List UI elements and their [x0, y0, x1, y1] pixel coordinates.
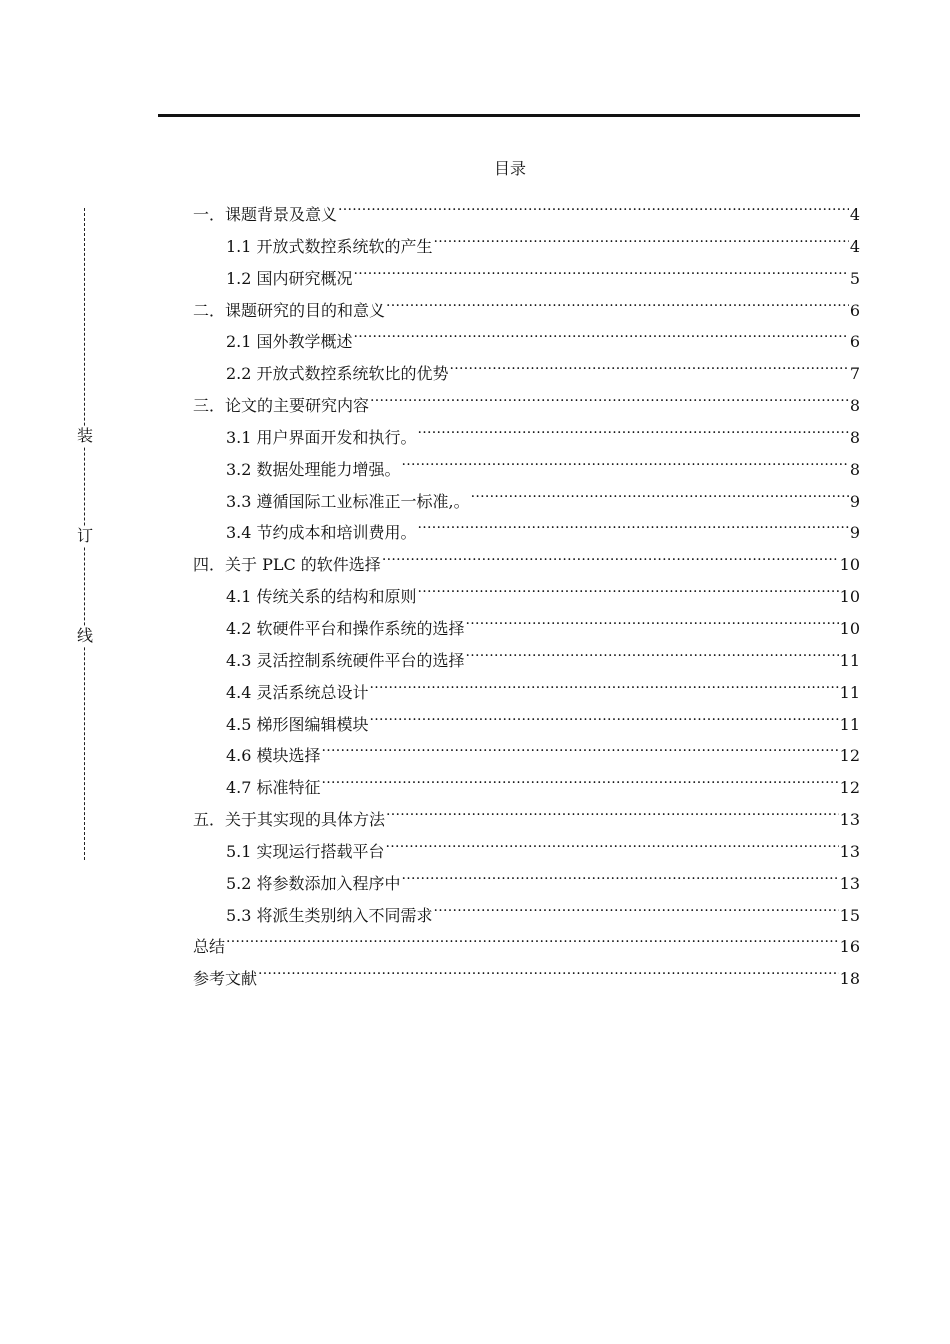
toc-entry[interactable] [193, 932, 860, 964]
toc-dot-leader [322, 773, 839, 793]
toc-entry-page: 11 [839, 650, 860, 670]
toc-entry[interactable] [193, 455, 860, 487]
toc-entry-page: 11 [839, 682, 860, 702]
toc-entry-label: 3.2 数据处理能力增强。 [226, 459, 401, 479]
toc-entry-page: 12 [839, 746, 860, 766]
toc-dot-leader [450, 359, 849, 379]
toc-entry[interactable] [193, 582, 860, 614]
toc-entry-page: 18 [839, 969, 860, 989]
toc-entry[interactable] [193, 614, 860, 646]
toc-entry-label: 5.1 实现运行搭载平台 [226, 841, 385, 861]
toc-entry-label: 4.4 灵活系统总设计 [226, 682, 369, 702]
toc-dot-leader [471, 487, 849, 507]
toc-entry[interactable] [193, 391, 860, 423]
toc-entry-page: 8 [849, 459, 860, 479]
toc-entry-page: 13 [839, 841, 860, 861]
toc-entry-label: 5.3 将派生类别纳入不同需求 [226, 905, 433, 925]
toc-entry[interactable] [193, 837, 860, 869]
toc-entry-page: 10 [839, 587, 860, 607]
toc-entry[interactable] [193, 359, 860, 391]
toc-dot-leader [370, 710, 839, 730]
toc-entry-label: 1.1 开放式数控系统软的产生 [226, 236, 433, 256]
toc-dot-leader [466, 614, 839, 634]
toc-entry-label: 3.4 节约成本和培训费用。 [226, 523, 417, 543]
toc-entry-page: 15 [839, 905, 860, 925]
toc-entry-page: 4 [849, 205, 860, 224]
toc-entry[interactable] [193, 773, 860, 805]
toc-entry-label: 5.2 将参数添加入程序中 [226, 873, 401, 893]
toc-dot-leader [386, 805, 839, 825]
toc-entry-page: 13 [839, 873, 860, 893]
toc-dot-leader [418, 518, 849, 538]
toc-dot-leader [418, 423, 849, 443]
toc-entry[interactable] [193, 423, 860, 455]
toc-dot-leader [434, 232, 849, 252]
toc-entry-label: 3.1 用户界面开发和执行。 [226, 427, 417, 447]
toc-entry[interactable] [193, 327, 860, 359]
toc-entry-page: 16 [839, 937, 860, 957]
toc-entry[interactable] [193, 487, 860, 519]
toc-entry[interactable] [193, 550, 860, 582]
binding-char-xian: 线 [76, 626, 93, 645]
toc-entry-label: 参考文献 [193, 969, 258, 989]
toc-entry-page: 7 [849, 364, 860, 384]
toc-dot-leader [354, 264, 849, 284]
toc-entry-label: 4.5 梯形图编辑模块 [226, 714, 369, 734]
toc-entry-page: 6 [849, 300, 860, 320]
toc-title: 目录 [493, 159, 526, 178]
toc-entry-label: 4.2 软硬件平台和操作系统的选择 [226, 618, 465, 638]
toc-entry-label: 4.3 灵活控制系统硬件平台的选择 [226, 650, 465, 670]
toc-dot-leader [338, 200, 849, 220]
toc-dot-leader [402, 455, 849, 475]
toc-entry-label: 三．论文的主要研究内容 [193, 396, 370, 416]
toc-entry-page: 11 [839, 714, 860, 734]
toc-dot-leader [382, 550, 839, 570]
toc-dot-leader [434, 901, 839, 921]
toc-dot-leader [370, 678, 839, 698]
toc-entry[interactable] [193, 678, 860, 710]
toc-dot-leader [386, 296, 849, 316]
toc-entry[interactable] [193, 741, 860, 773]
toc-entry-page: 12 [839, 778, 860, 798]
toc-entry-label: 4.6 模块选择 [226, 746, 321, 766]
toc-entry-page: 8 [849, 427, 860, 447]
toc-entry-page: 13 [839, 810, 860, 830]
toc-entry-page: 10 [839, 618, 860, 638]
toc-entry-page: 10 [839, 555, 860, 575]
toc-entry-label: 1.2 国内研究概况 [226, 268, 353, 288]
toc-entry-page: 5 [849, 268, 860, 288]
toc-dot-leader [226, 932, 839, 952]
toc-entry-page: 4 [849, 236, 860, 256]
toc-entry[interactable] [193, 869, 860, 901]
toc-dot-leader [386, 837, 839, 857]
toc-entry-label: 4.7 标准特征 [226, 778, 321, 798]
toc-dot-leader [354, 327, 849, 347]
toc-dot-leader [418, 582, 839, 602]
toc-entry[interactable] [193, 232, 860, 264]
toc-entry[interactable] [193, 296, 860, 328]
toc-entry[interactable] [193, 264, 860, 296]
toc-dot-leader [466, 646, 839, 666]
header-rule [158, 114, 860, 117]
toc-entry-page: 9 [849, 523, 860, 543]
toc-entry[interactable] [193, 710, 860, 742]
toc-entry[interactable] [193, 518, 860, 550]
toc-entry-label: 一．课题背景及意义 [193, 205, 338, 224]
toc-entry[interactable] [193, 805, 860, 837]
toc-dot-leader [322, 741, 839, 761]
toc-entry-label: 2.2 开放式数控系统软比的优势 [226, 364, 449, 384]
toc-entry-label: 3.3 遵循国际工业标准正一标准,。 [226, 491, 470, 511]
toc-entry-page: 6 [849, 332, 860, 352]
binding-char-zhuang: 装 [76, 426, 93, 445]
toc-entry[interactable] [193, 901, 860, 933]
toc-entry-label: 4.1 传统关系的结构和原则 [226, 587, 417, 607]
toc-entry-label: 2.1 国外教学概述 [226, 332, 353, 352]
toc-dot-leader [402, 869, 839, 889]
toc-entry[interactable] [193, 964, 860, 996]
toc-entry-page: 8 [849, 396, 860, 416]
toc-entry[interactable] [193, 646, 860, 678]
toc-entry[interactable] [193, 200, 860, 232]
toc-entry-label: 四．关于 PLC 的软件选择 [193, 555, 381, 575]
toc-dot-leader [370, 391, 849, 411]
binding-char-ding: 订 [76, 526, 93, 545]
toc-dot-leader [258, 964, 839, 984]
toc-entry-page: 9 [849, 491, 860, 511]
toc-entry-label: 总结 [193, 937, 226, 957]
toc-entry-label: 二．课题研究的目的和意义 [193, 300, 386, 320]
toc-list [193, 200, 860, 996]
toc-entry-label: 五．关于其实现的具体方法 [193, 810, 386, 830]
